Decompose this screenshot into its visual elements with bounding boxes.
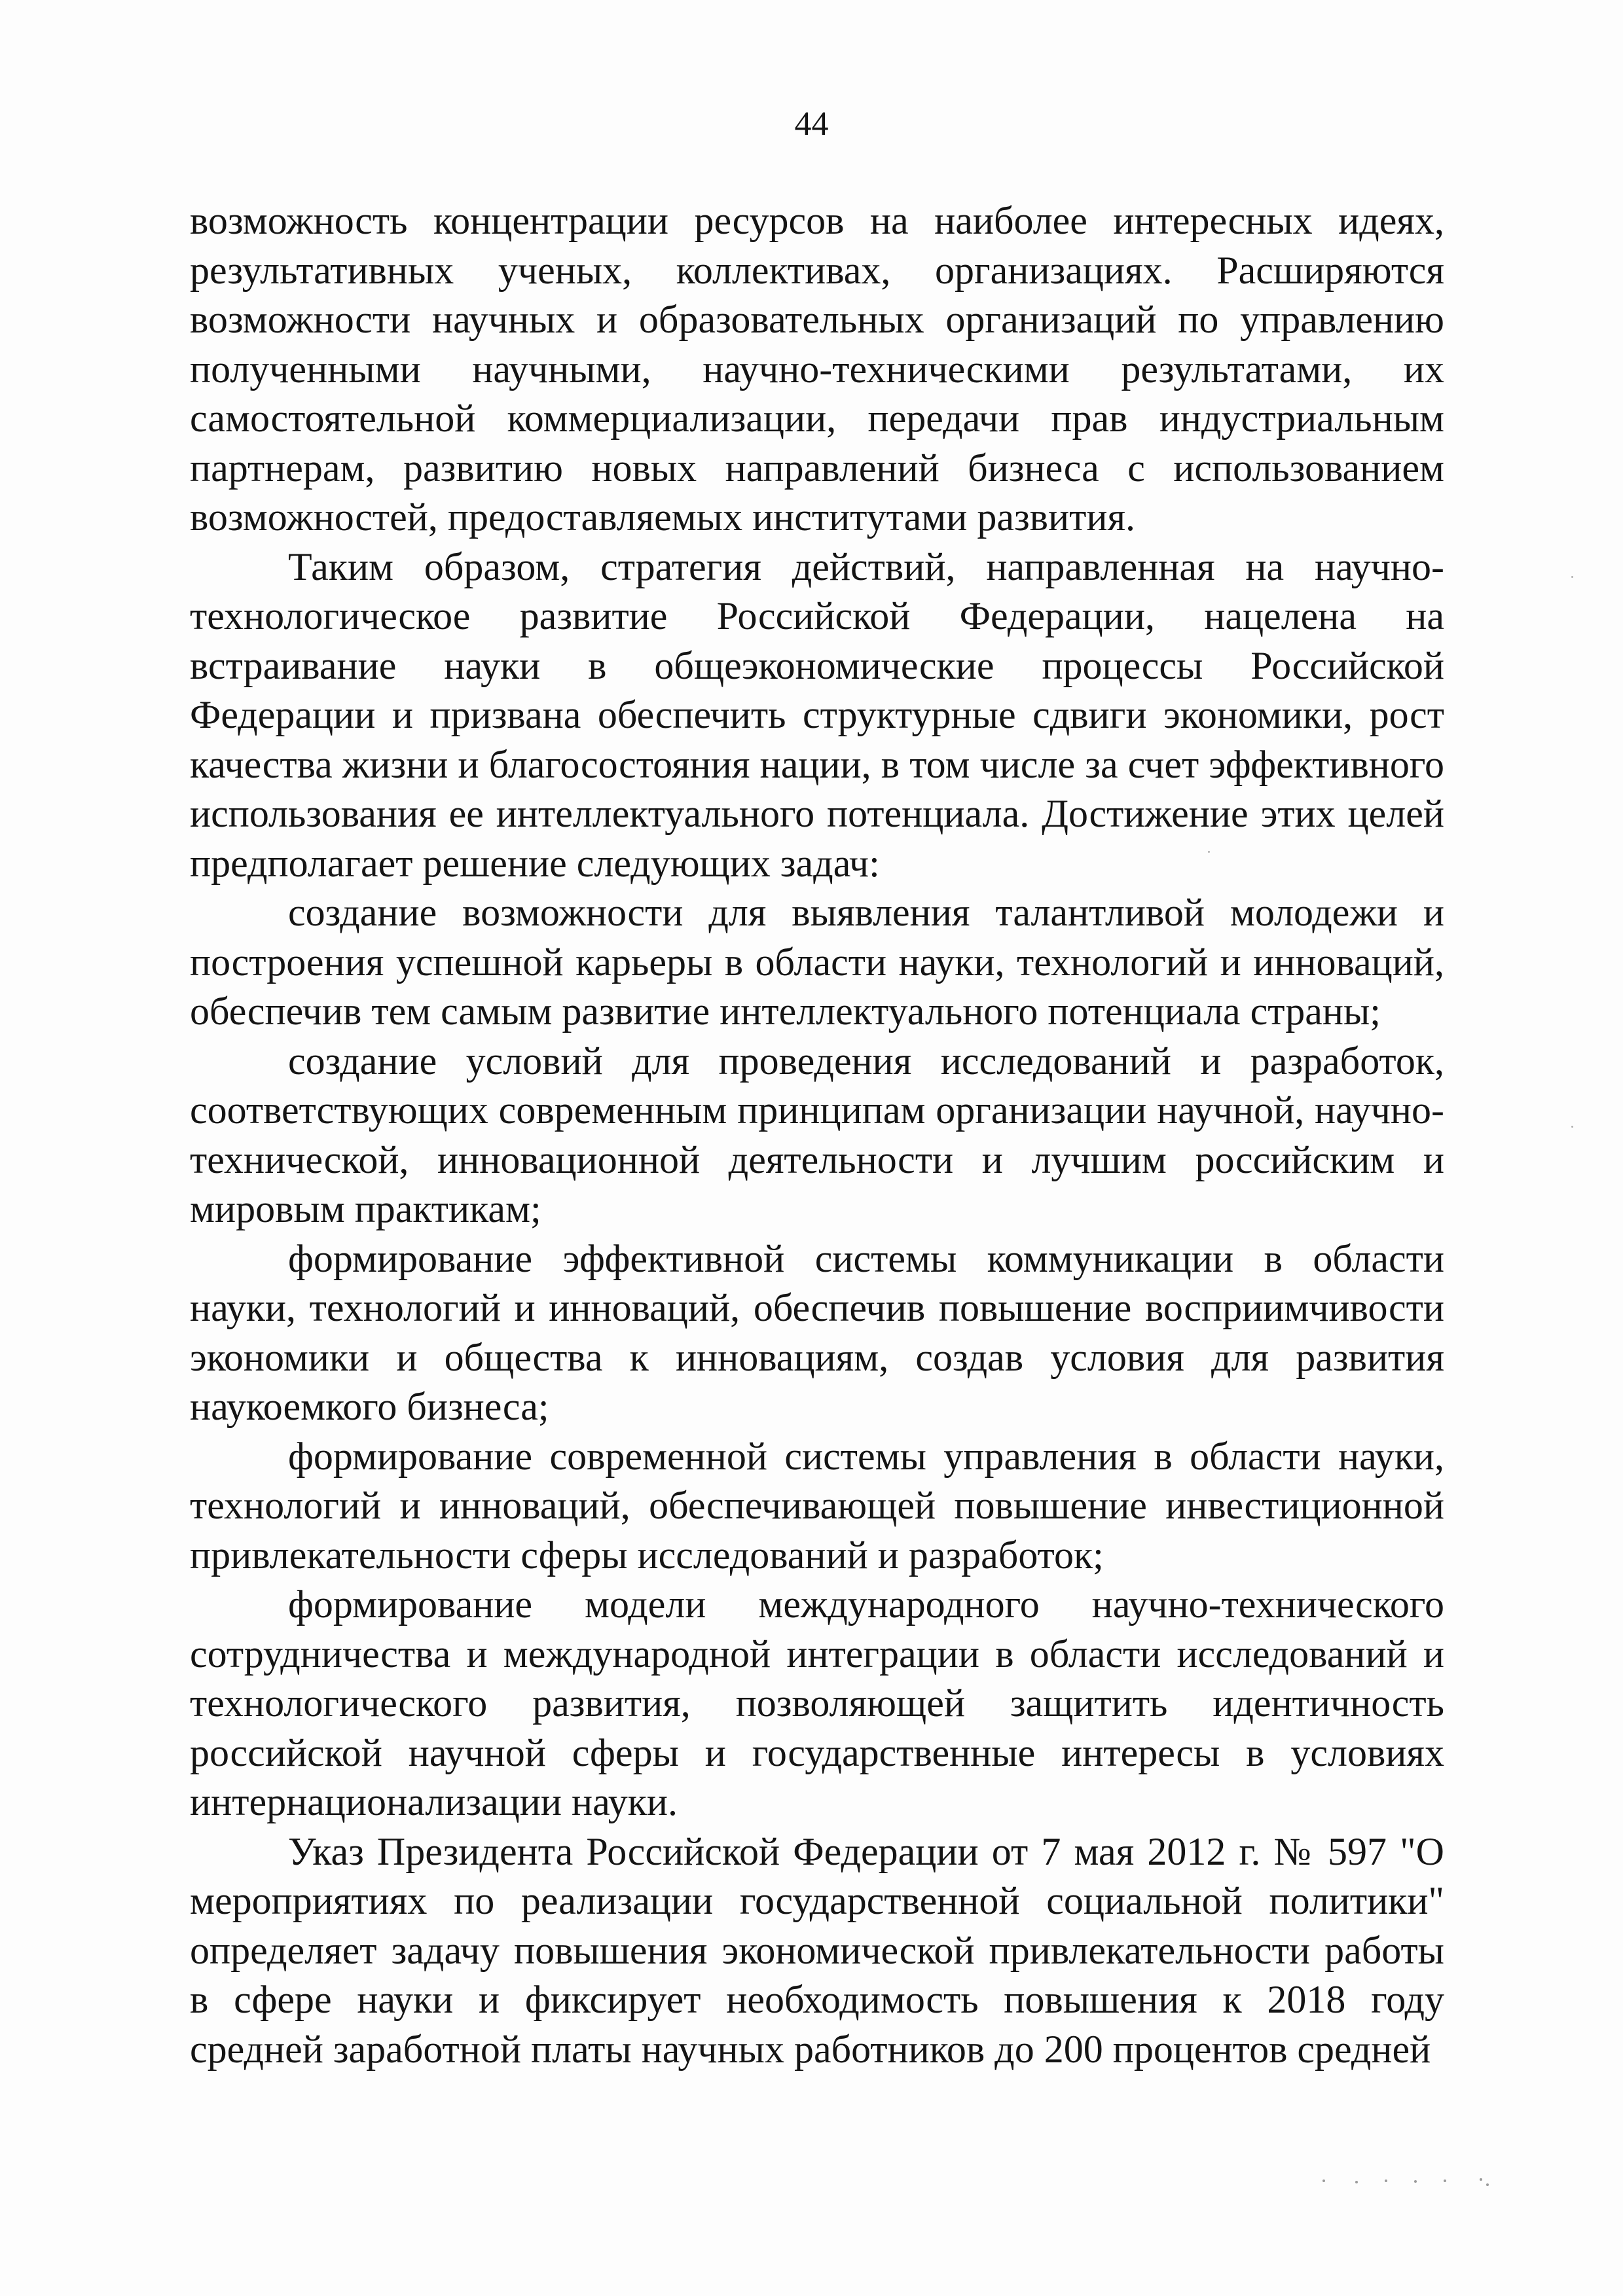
scan-artifact-edge-dot	[1571, 1126, 1573, 1128]
paragraph-8: Указ Президента Российской Федерации от 7 мая 2012 г. № 597 "О мероприятиях по реализации государственной социальной политики" определяет задачу повышения экономической привлекательности работы в сфере науки и фиксирует необходимость повышения к 2018 году средней заработной платы научных работников до 200 процентов средней	[190, 1829, 1444, 2071]
paragraph-1: возможность концентрации ресурсов на наиболее интересных идеях, результативных ученых, коллективах, организациях. Расширяются возможности научных и образовательных организаций по управлению полученными научными, научно-техническими результатами, их самостоятельной коммерциализации, передачи прав индустриальным партнерам, развитию новых направлений бизнеса с использованием возможностей, предоставляемых институтами развития.	[190, 199, 1444, 539]
paragraph-3: создание возможности для выявления талантливой молодежи и построения успешной карьеры в области науки, технологий и инноваций, обеспечив тем самым развитие интеллектуального потенциала страны;	[190, 891, 1444, 1033]
scan-artifact-dots	[1322, 2173, 1519, 2193]
paragraph-6: формирование современной системы управления в области науки, технологий и инноваций, обеспечивающей повышение инвестиционной привлекательности сферы исследований и разработок;	[190, 1434, 1444, 1577]
paragraph-7: формирование модели международного научно-технического сотрудничества и международной интеграции в области исследований и технологического развития, позволяющей защитить идентичность российской научной сферы и государственные интересы в условиях интернационализации науки.	[190, 1583, 1444, 1823]
scan-artifact-edge-dot	[1208, 851, 1210, 853]
paragraph-2: Таким образом, стратегия действий, направленная на научно-технологическое развитие Российской Федерации, нацелена на встраивание науки в общеэкономические процессы Российской Федерации и призвана обеспечить структурные сдвиги экономики, рост качества жизни и благосостояния нации, в том числе за счет эффективного использования ее интеллектуального потенциала. Достижение этих целей предполагает решение следующих задач:	[190, 545, 1444, 885]
page-number: 44	[794, 105, 829, 143]
scan-artifact-edge-dot	[1571, 576, 1573, 578]
document-body	[190, 196, 1444, 2074]
paragraph-5: формирование эффективной системы коммуникации в области науки, технологий и инноваций, обеспечив повышение восприимчивости экономики и общества к инновациям, создав условия для развития наукоемкого бизнеса;	[190, 1236, 1444, 1428]
paragraph-4: создание условий для проведения исследований и разработок, соответствующих современным принципам организации научной, научно-технической, инновационной деятельности и лучшим российским и мировым практикам;	[190, 1039, 1444, 1230]
